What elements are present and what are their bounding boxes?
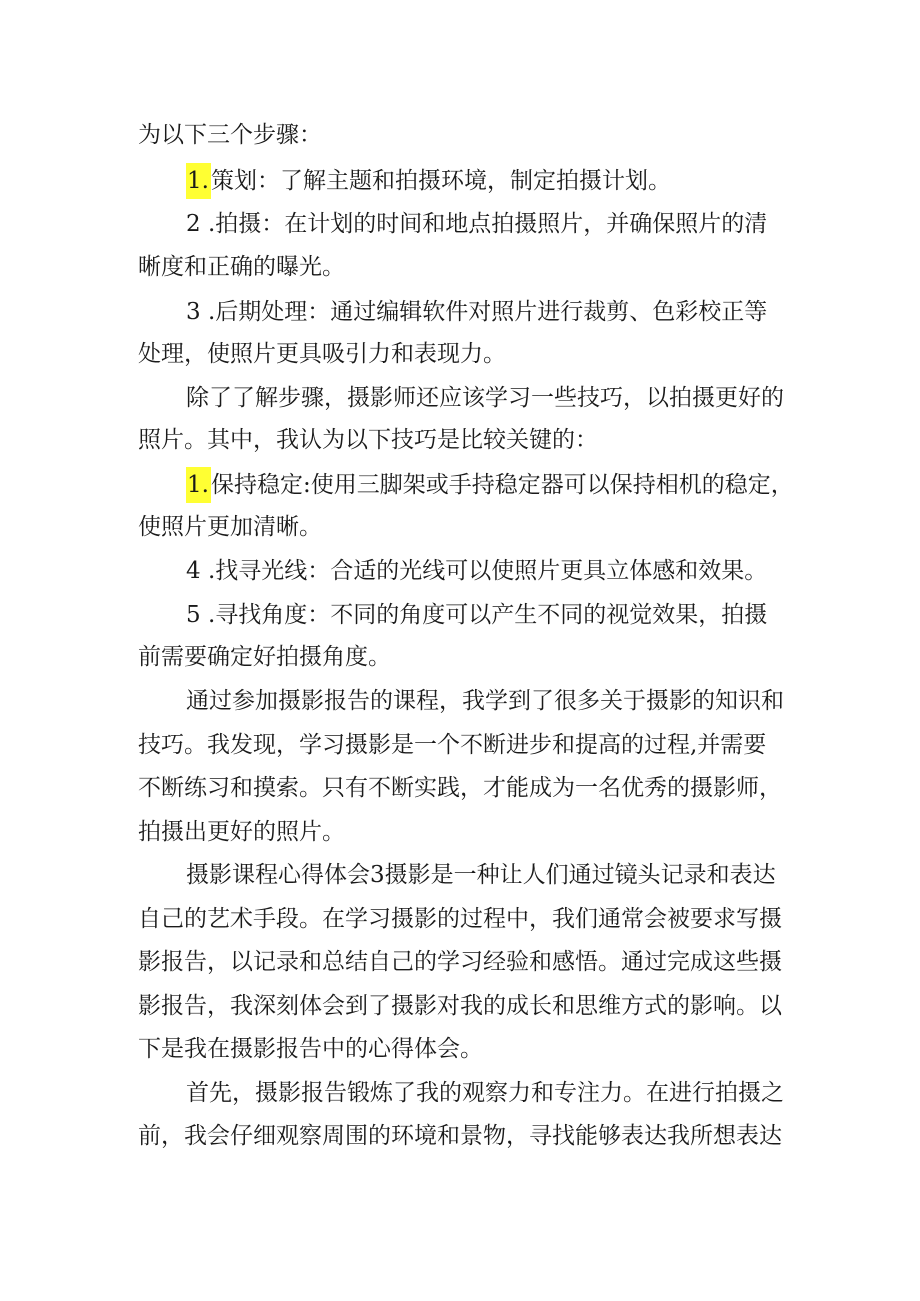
line-text: 前，我会仔细观察周围的环境和景物，寻找能够表达我所想表达 bbox=[138, 1123, 782, 1149]
line-text: 不断练习和摸索。只有不断实践，才能成为一名优秀的摄影师， bbox=[138, 775, 782, 801]
text-line bbox=[0, 117, 920, 153]
line-text: 4 .找寻光线：合适的光线可以使照片更具立体感和效果。 bbox=[186, 558, 768, 584]
text-line bbox=[0, 814, 920, 850]
list-item bbox=[0, 206, 920, 242]
line-text: 2 .拍摄：在计划的时间和地点拍摄照片，并确保照片的清 bbox=[186, 211, 768, 237]
text-line bbox=[0, 944, 920, 980]
line-text: 下是我在摄影报告中的心得体会。 bbox=[138, 1036, 483, 1062]
text-line bbox=[0, 988, 920, 1024]
text-line bbox=[0, 683, 920, 719]
list-item bbox=[0, 163, 920, 199]
text-line bbox=[0, 509, 920, 545]
line-text: 拍摄出更好的照片。 bbox=[138, 819, 345, 845]
text-line bbox=[0, 1031, 920, 1067]
line-text: 首先，摄影报告锻炼了我的观察力和专注力。在进行拍摄之 bbox=[186, 1080, 784, 1106]
line-text: 5 .寻找角度：不同的角度可以产生不同的视觉效果，拍摄 bbox=[186, 602, 768, 628]
line-text: 通过参加摄影报告的课程，我学到了很多关于摄影的知识和 bbox=[186, 688, 784, 714]
text-line bbox=[0, 857, 920, 893]
list-item bbox=[0, 553, 920, 589]
text-line bbox=[0, 727, 920, 763]
highlighted-list-marker: 1. bbox=[186, 163, 211, 199]
text-line bbox=[0, 770, 920, 806]
highlighted-list-marker: 1. bbox=[186, 467, 211, 503]
line-text: 为以下三个步骤： bbox=[138, 122, 322, 148]
text-line bbox=[0, 380, 920, 416]
line-text: 3 .后期处理：通过编辑软件对照片进行裁剪、色彩校正等 bbox=[186, 299, 768, 325]
line-text: 自己的艺术手段。在学习摄影的过程中，我们通常会被要求写摄 bbox=[138, 906, 782, 932]
line-text: 前需要确定好拍摄角度。 bbox=[138, 644, 391, 670]
line-text: 策划：了解主题和拍摄环境，制定拍摄计划。 bbox=[210, 168, 671, 194]
line-text: 除了了解步骤，摄影师还应该学习一些技巧，以拍摄更好的 bbox=[186, 385, 784, 411]
line-text: 摄影课程心得体会3摄影是一种让人们通过镜头记录和表达 bbox=[186, 862, 776, 888]
text-line bbox=[0, 1118, 920, 1154]
list-item bbox=[0, 294, 920, 330]
line-text: 保持稳定:使用三脚架或手持稳定器可以保持相机的稳定， bbox=[210, 472, 794, 498]
text-line bbox=[0, 639, 920, 675]
line-text: 照片。其中，我认为以下技巧是比较关键的： bbox=[138, 427, 598, 453]
text-line bbox=[0, 1075, 920, 1111]
list-item bbox=[0, 597, 920, 633]
line-text: 影报告，我深刻体会到了摄影对我的成长和思维方式的影响。以 bbox=[138, 993, 782, 1019]
line-text: 使照片更加清晰。 bbox=[138, 514, 322, 540]
line-text: 影报告，以记录和总结自己的学习经验和感悟。通过完成这些摄 bbox=[138, 949, 782, 975]
line-text: 处理，使照片更具吸引力和表现力。 bbox=[138, 341, 506, 367]
text-line bbox=[0, 901, 920, 937]
text-line bbox=[0, 336, 920, 372]
list-item bbox=[0, 467, 920, 503]
text-line bbox=[0, 422, 920, 458]
text-line bbox=[0, 249, 920, 285]
line-text: 晰度和正确的曝光。 bbox=[138, 254, 345, 280]
line-text: 技巧。我发现，学习摄影是一个不断进步和提高的过程,并需要 bbox=[138, 732, 767, 758]
